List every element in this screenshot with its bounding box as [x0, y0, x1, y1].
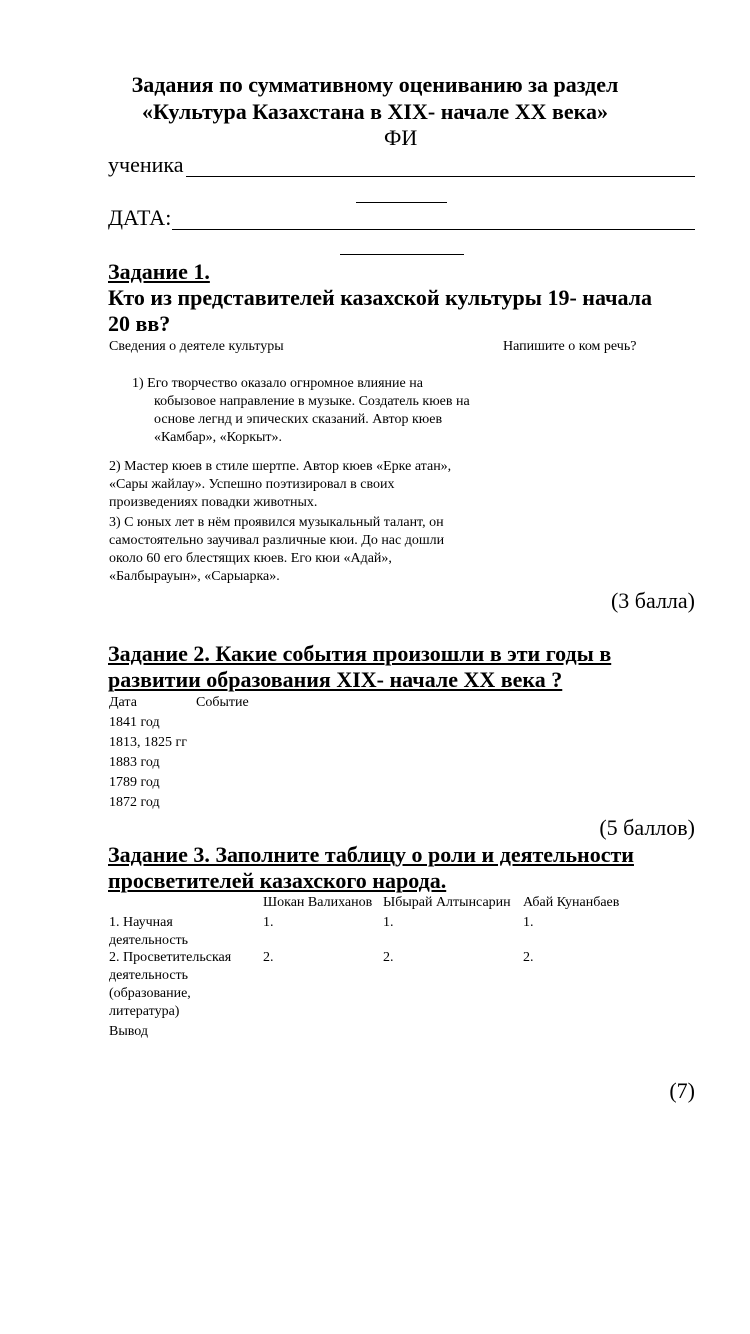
- task3-row2-label: 2. Просветительская: [109, 950, 232, 965]
- task1-item1-line: «Камбар», «Коркыт».: [154, 430, 283, 445]
- task2-col-event: Событие: [196, 695, 249, 710]
- task1-heading: Задание 1.: [108, 259, 210, 284]
- task3-row1-label: деятельность: [109, 933, 189, 948]
- task1-question-line1: Кто из представителей казахской культуры 19- начала: [108, 285, 653, 310]
- task1-item3-line: «Балбырауын», «Сарыарка».: [109, 569, 280, 584]
- task3-row2-cell[interactable]: 2.: [263, 950, 274, 965]
- task3-row2-label: литература): [109, 1004, 180, 1019]
- task3-row2-label: (образование,: [109, 986, 191, 1001]
- task3-column-header: Абай Кунанбаев: [523, 895, 620, 910]
- task3-row1-cell[interactable]: 1.: [383, 915, 394, 930]
- task1-item3-line: 3) С юных лет в нём проявился музыкальный талант, он: [109, 515, 444, 530]
- task2-date-row: 1883 год: [109, 755, 160, 770]
- task1-item1-line: кобызовое направление в музыке. Создатель кюев на: [154, 394, 470, 409]
- date-line-cont: [340, 254, 464, 255]
- task1-col-left: Сведения о деятеле культуры: [109, 339, 284, 354]
- task3-row1-cell[interactable]: 1.: [263, 915, 274, 930]
- student-label: ученика: [108, 152, 184, 177]
- task1-item2-line: произведениях повадки животных.: [109, 495, 318, 510]
- date-label: ДАТА:: [108, 205, 172, 230]
- task1-question-line2: 20 вв?: [108, 311, 171, 336]
- task3-row2-cell[interactable]: 2.: [523, 950, 534, 965]
- task3-row2-cell[interactable]: 2.: [383, 950, 394, 965]
- task1-col-right: Напишите о ком речь?: [503, 339, 637, 354]
- fi-label: ФИ: [384, 125, 418, 150]
- student-name-line[interactable]: [186, 176, 695, 177]
- task2-date-row: 1789 год: [109, 775, 160, 790]
- task2-date-row: 1872 год: [109, 795, 160, 810]
- task1-item2-line: 2) Мастер кюев в стиле шертпе. Автор кюев «Ерке атан»,: [109, 459, 452, 474]
- task3-conclusion-label: Вывод: [109, 1024, 148, 1039]
- task3-row1-cell[interactable]: 1.: [523, 915, 534, 930]
- task2-heading-line1: Задание 2. Какие события произошли в эти годы в: [108, 641, 612, 666]
- task1-item1-line: 1) Его творчество оказало огнромное влияние на: [132, 376, 423, 391]
- task1-item2-line: «Сары жайлау». Успешно поэтизировал в своих: [109, 477, 395, 492]
- task1-item3-line: самостоятельно заучивал различные кюи. До нас дошли: [109, 533, 445, 548]
- task3-score: (7): [669, 1078, 695, 1103]
- task1-item3-line: около 60 его блестящих кюев. Его кюи «Адай»,: [109, 551, 392, 566]
- task2-col-date: Дата: [109, 695, 137, 710]
- task2-date-row: 1813, 1825 гг: [109, 735, 187, 750]
- date-line[interactable]: [172, 229, 695, 230]
- document-title-line2: «Культура Казахстана в XIX- начале XX века»: [142, 99, 608, 124]
- task2-date-row: 1841 год: [109, 715, 160, 730]
- task3-heading-line1: Задание 3. Заполните таблицу о роли и деятельности: [108, 842, 634, 867]
- task1-item1-line: основе легнд и эпических сказаний. Автор кюев: [154, 412, 443, 427]
- student-name-line-cont: [356, 202, 447, 203]
- task3-heading-line2: просветителей казахского народа.: [108, 868, 447, 893]
- task3-row1-label: 1. Научная: [109, 915, 173, 930]
- task3-column-header: Ыбырай Алтынсарин: [383, 895, 511, 910]
- task2-score: (5 баллов): [599, 815, 695, 840]
- task2-heading-line2: развитии образования XIX- начале XX века ?: [108, 667, 563, 692]
- document-title-line1: Задания по суммативному оцениванию за раздел: [131, 72, 619, 97]
- task3-column-header: Шокан Валиханов: [263, 895, 373, 910]
- task1-score: (3 балла): [610, 588, 695, 613]
- task3-row2-label: деятельность: [109, 968, 189, 983]
